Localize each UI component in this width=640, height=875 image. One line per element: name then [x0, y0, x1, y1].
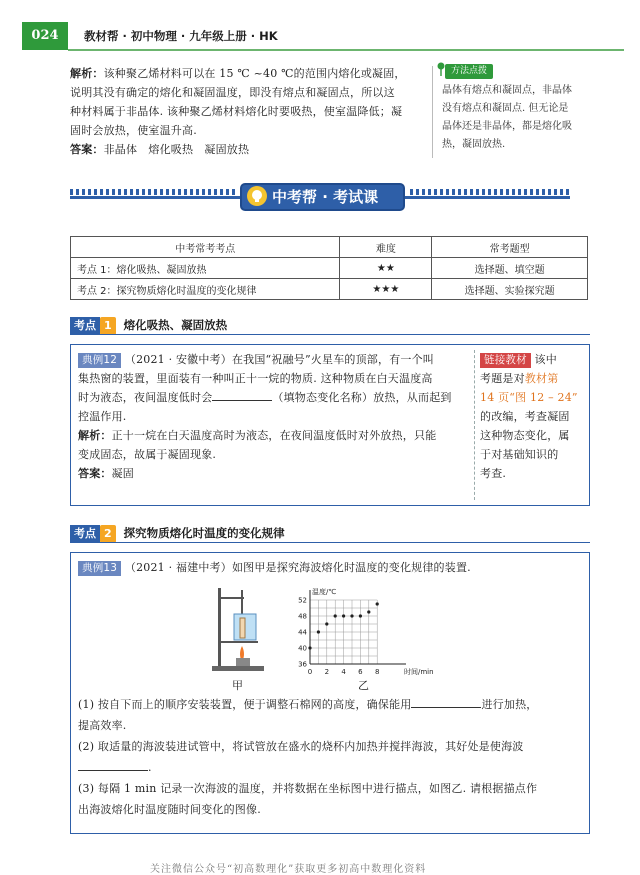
- analysis-line: 固时会放热，使室温升高.: [70, 124, 197, 137]
- link-text: 这种物态变化，属: [480, 429, 570, 442]
- lightbulb-icon: [247, 186, 267, 206]
- table-cell: 选择题、填空题: [432, 258, 588, 279]
- question-line: 控温作用.: [78, 410, 127, 423]
- question-intro: （2021 · 福建中考）如图甲是探究海波熔化时温度的变化规律的装置.: [124, 561, 471, 574]
- question-2: (2) 取适量的海波装进试管中，将试管放在盛水的烧杯内加热并搅拌海波，其好处是使海波: [78, 740, 524, 753]
- method-tip-text: [442, 82, 592, 154]
- tip-line: 晶体有熔点和凝固点，非晶体: [442, 85, 572, 96]
- answer-text: 凝固: [111, 467, 135, 480]
- test-tube: [240, 618, 245, 638]
- kaodian-badge: 考点: [70, 317, 100, 335]
- top-analysis: [70, 64, 428, 159]
- data-point: [350, 614, 353, 617]
- table-cell: 考点 1：熔化吸热、凝固放热: [71, 258, 340, 279]
- header-title: 教材帮 · 初中物理 · 九年级上册 · HK: [84, 29, 278, 43]
- question-line: （2021 · 安徽中考）在我国“祝融号”火星车的顶部，有一个叫: [124, 353, 435, 366]
- x-tick-label: 4: [341, 668, 346, 676]
- kaodian-title: 熔化吸热、凝固放热: [123, 318, 228, 332]
- x-tick-label: 8: [374, 668, 380, 676]
- answer-label: 答案：: [78, 467, 112, 480]
- x-tick-label: 2: [324, 668, 330, 676]
- exam-points-table: [70, 236, 588, 300]
- y-tick-label: 52: [298, 596, 307, 605]
- kaodian-number: 1: [100, 317, 116, 335]
- answer-label: 答案：: [70, 143, 104, 156]
- apparatus-figure: [212, 584, 272, 674]
- data-point: [308, 646, 311, 649]
- stand-rod: [218, 588, 221, 668]
- analysis-line: 变成固态，故属于凝固现象.: [78, 448, 217, 461]
- temperature-chart: [282, 584, 452, 684]
- table-header: 中考常考考点: [71, 237, 340, 258]
- link-textbook: [480, 350, 586, 483]
- analysis-line: 正十一烷在白天温度高时为液态，在夜间温度低时对外放热，只能: [111, 429, 437, 442]
- answer-blank[interactable]: [212, 389, 272, 401]
- question-line: 集热窗的装置，里面装有一种叫正十一烷的物质. 这种物质在白天温度高: [78, 372, 433, 385]
- example-label: 典例12: [78, 353, 121, 368]
- tip-line: 没有熔点和凝固点. 但无论是: [442, 103, 569, 114]
- table-row: [71, 279, 588, 300]
- example-label: 典例13: [78, 561, 121, 576]
- kaodian-rule: [70, 334, 590, 335]
- alcohol-lamp: [236, 658, 250, 666]
- footer-text: 关注微信公众号“初高数理化”获取更多初高中数理化资料: [150, 864, 427, 875]
- tip-line: 热，凝固放热.: [442, 139, 506, 150]
- question-2-end: .: [148, 761, 152, 774]
- tip-line: 晶体还是非晶体，都是熔化吸: [442, 121, 572, 132]
- y-axis-label: 温度/℃: [312, 588, 337, 596]
- figure-b-label: 乙: [358, 679, 370, 692]
- data-point: [359, 614, 362, 617]
- kaodian-2-heading: [70, 522, 285, 542]
- banner-stripes-right: [410, 189, 570, 195]
- link-label: 链接教材: [480, 353, 531, 368]
- data-point: [376, 602, 379, 605]
- x-tick-label: 6: [358, 668, 363, 676]
- answer-text: 非晶体 熔化吸热 凝固放热: [103, 143, 250, 156]
- answer-blank[interactable]: [78, 759, 148, 771]
- analysis-line: 说明其没有确定的熔化和凝固温度，即没有熔点和凝固点，所以这: [70, 86, 395, 99]
- example-13-intro: [78, 558, 583, 577]
- question-1: 进行加热，: [481, 698, 538, 711]
- banner-title: 中考帮 · 考试课: [272, 188, 379, 206]
- link-text: 于对基础知识的: [480, 448, 559, 461]
- data-point: [367, 610, 370, 613]
- header-rule: [68, 49, 624, 51]
- answer-blank[interactable]: [411, 696, 481, 708]
- y-tick-label: 44: [298, 628, 307, 637]
- question-1: (1) 按自下而上的顺序安装装置，便于调整石棉网的高度，确保能用: [78, 698, 412, 711]
- table-cell: ★★★: [340, 279, 432, 300]
- analysis-label: 解析：: [70, 67, 104, 80]
- link-text: 考查.: [480, 467, 507, 480]
- x-tick-label: 0: [307, 668, 313, 676]
- table-header: 难度: [340, 237, 432, 258]
- question-3: 出海波熔化时温度随时间变化的图像.: [78, 803, 261, 816]
- analysis-line: 种材料属于非晶体. 该种聚乙烯材料熔化时要吸热，使室温降低；凝: [70, 105, 403, 118]
- example-13-questions: [78, 694, 583, 820]
- link-ref: 教材第: [524, 372, 559, 385]
- x-axis-label: 时间/min: [404, 668, 434, 676]
- question-1: 提高效率.: [78, 719, 127, 732]
- kaodian-rule: [70, 542, 590, 543]
- kaodian-1-heading: [70, 314, 227, 334]
- question-line: 时为液态，夜间温度低时会: [78, 391, 213, 404]
- y-tick-label: 36: [298, 660, 307, 669]
- question-3: (3) 每隔 1 min 记录一次海波的温度，并将数据在坐标图中进行描点，如图乙. 请根据描点作: [78, 782, 538, 795]
- tip-divider: [432, 66, 433, 158]
- y-tick-label: 48: [298, 612, 307, 621]
- question-line: （填物态变化名称）放热，从而起到: [272, 391, 452, 404]
- analysis-label: 解析：: [78, 429, 112, 442]
- table-header: 常考题型: [432, 237, 588, 258]
- table-cell: ★★: [340, 258, 432, 279]
- banner-stripes-left: [70, 189, 235, 195]
- example-12-body: [78, 350, 470, 483]
- table-cell: 选择题、实验探究题: [432, 279, 588, 300]
- y-tick-label: 40: [298, 644, 307, 653]
- example-divider: [474, 350, 475, 500]
- data-point: [317, 630, 320, 633]
- kaodian-number: 2: [100, 525, 116, 543]
- link-text: 的改编，考查凝固: [480, 410, 570, 423]
- kaodian-title: 探究物质熔化时温度的变化规律: [123, 526, 285, 540]
- data-point: [334, 614, 337, 617]
- link-ref: 14 页“图 12 – 24”: [480, 391, 578, 404]
- data-point: [325, 622, 328, 625]
- table-row: [71, 258, 588, 279]
- link-text: 考题是对: [480, 372, 525, 385]
- link-text: 该中: [534, 353, 557, 366]
- stand-base: [212, 666, 264, 671]
- figure-a-label: 甲: [232, 679, 244, 692]
- table-header-row: [71, 237, 588, 258]
- method-tip-badge: 方法点拨: [445, 64, 493, 79]
- table-cell: 考点 2：探究物质熔化时温度的变化规律: [71, 279, 340, 300]
- data-point: [342, 614, 345, 617]
- kaodian-badge: 考点: [70, 525, 100, 543]
- analysis-line: 该种聚乙烯材料可以在 15 ℃ ~40 ℃的范围内熔化或凝固，: [103, 67, 406, 80]
- page-number: 024: [22, 22, 68, 50]
